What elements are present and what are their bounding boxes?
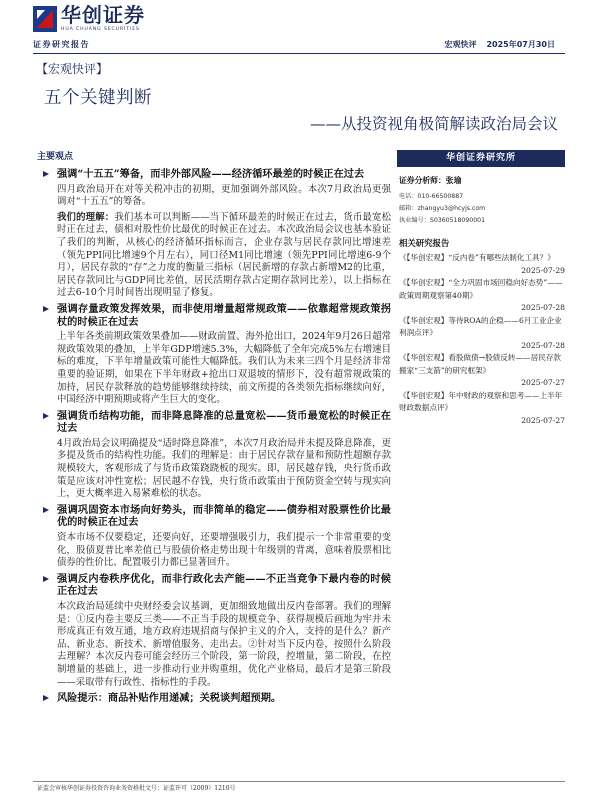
paragraph-lead: 我们的理解： — [57, 211, 115, 223]
risk-warning-item — [57, 692, 391, 705]
logo-english-text: HUA CHUANG SECURITIES — [61, 27, 140, 32]
page-title: 五个关键判断 — [44, 88, 152, 108]
main-point-paragraph: 四月政治局开在对等关税冲击的初期，更加强调外部风险。本次7月政治局更强调对“十五五”的筹备。 — [57, 183, 391, 208]
analyst-email: 邮箱：zhangyu3@hcyjs.com — [399, 205, 486, 212]
logo-text: 华创证券 — [61, 3, 145, 27]
main-point-item — [57, 504, 391, 570]
title-tag: 【宏观快评】 — [36, 62, 109, 76]
analyst-name: 证券分析师：张瑜 — [399, 176, 462, 185]
main-point-item — [57, 168, 391, 300]
bullet-arrow-icon — [43, 507, 49, 513]
main-point-paragraph: 本次政治局延续中央财经委会议基调，更加细致地做出反内卷部署。我们的理解是：①反内卷主要反三类——不正当手段的规模竞争、获得规模后画地为牢并未形成真正有效互通，地方政府违规招商与保护主义的介入，支持的是什么？新产品、新业态、新技术、新增值服务、走出去。②针对当下反内卷，按照什么阶段去理解？本次反内卷可能会经历三个阶段，第一阶段，控增量，第二阶段，在控制增量的基础上，进一步推动行业并购重组，优化产业格局，最后才是第三阶段——采取带有行政性、指标性的手段。 — [57, 601, 391, 688]
logo-icon — [33, 6, 57, 32]
main-point-item — [57, 410, 391, 501]
bullet-arrow-icon — [43, 576, 49, 582]
related-report-item — [399, 252, 565, 277]
related-report-date: 2025-07-28 — [521, 303, 565, 312]
main-points-list — [57, 168, 391, 708]
risk-warning: 风险提示：商品补贴作用递减；关税谈判超预期。 — [57, 692, 282, 705]
institute-banner: 华创证券研究所 — [397, 150, 565, 167]
analyst-license: 执业编号：S0360518090001 — [399, 217, 486, 224]
report-type-label: 证券研究报告 — [33, 40, 90, 49]
main-point-item — [57, 303, 391, 407]
related-report-item — [399, 315, 565, 353]
analyst-contact — [399, 191, 485, 227]
header-meta — [444, 40, 555, 50]
related-report-item — [399, 277, 565, 315]
related-report-item — [399, 390, 565, 428]
footer-license-text: 证监会审核华创证券投资咨询业务资格批文号：证监许可（2009）1210号 — [37, 785, 236, 792]
related-reports-list — [399, 252, 565, 427]
bullet-arrow-icon — [43, 413, 49, 419]
report-date: 2025年07月30日 — [486, 40, 555, 49]
related-report-date: 2025-07-29 — [521, 265, 565, 275]
related-report-title: 《【华创宏观】“反内卷”有哪些法制化工具？》 — [399, 253, 555, 262]
page-subtitle: ——从投资视角极简解读政治局会议 — [309, 115, 558, 133]
main-points-heading: 主要观点 — [37, 152, 74, 162]
related-reports-heading: 相关研究报告 — [399, 238, 450, 248]
bullet-arrow-icon — [43, 171, 49, 177]
related-report-item — [399, 352, 565, 390]
main-point-heading: 强调巩固资本市场向好势头，而非简单的稳定——债券相对股票性价比最优的时候正在过去 — [57, 503, 391, 529]
related-report-title: 《【华创宏观】“全力巩固市场回稳向好态势”——政策周期观察第40期》 — [399, 278, 563, 300]
main-point-heading: 强调反内卷秩序优化，而非行政化去产能——不正当竞争下最内卷的时候正在过去 — [57, 572, 391, 598]
header-divider — [33, 53, 565, 54]
main-point-heading: 强调存量政策发挥效果，而非使用增量超常规政策——依靠超常规政策拐杖的时候正在过去 — [57, 302, 391, 328]
analyst-phone: 电话：010-66500887 — [399, 193, 464, 200]
related-report-title: 《【华创宏观】等待ROA的企稳——6月工业企业利润点评》 — [399, 315, 562, 337]
bullet-arrow-icon — [43, 306, 49, 312]
report-category: 宏观快评 — [444, 40, 477, 49]
related-report-title: 《【华创宏观】看股做债→股债反转——居民存款搬家“三支箭”的研究框架》 — [399, 353, 562, 375]
related-report-title: 《【华创宏观】年中财政的观察和思考——上半年财政数据点评》 — [399, 390, 563, 412]
paragraph-text: 我们基本可以判断——当下循环最差的时候正在过去，货币最宽松时正在过去，债相对股性价比最优的时候正在过去。本次政治局会议也基本验证了我们的判断，从核心的经济循环指标而言，企业存款与居民存款同比增速差（领先PPI同比增速9个月左右），同口径M1同比增速（领先PPI同比增速6-9个月），居民存款的“存”之力度的衡量三指标（居民新增的存款占新增M2的比重，居民存款同比与GDP同比差值，居民活期存款占定期存款同比差），以上指标在过去6-10个月时间皆出现明显了修复。 — [57, 211, 391, 299]
main-point-heading: 强调货币结构功能，而非降息降准的总量宽松——货币最宽松的时候正在过去 — [57, 409, 391, 435]
bullet-arrow-icon — [43, 695, 49, 701]
related-report-date: 2025-07-27 — [521, 415, 565, 425]
main-point-paragraph: 上半年各类前期政策效果叠加——财政前置、海外抢出口，2024年9月26日超常规政策效果的叠加，上半年GDP增速5.3%，大幅降低了全年完成5%左右增速目标的难度，下半年增量政策可能性大幅降低。我们认为未来三四个月是经济非常重要的验证期，如果在下半年财政+抢出口双退坡的情形下，没有超常规政策的加持，居民存款释放的趋势能够继续持续，前文所提的各类领先指标继续向好，中国经济中期预期或将产生巨大的变化。 — [57, 331, 391, 406]
related-report-date: 2025-07-28 — [521, 340, 565, 350]
main-point-heading: 强调“十五五”筹备，而非外部风险——经济循环最差的时候正在过去 — [57, 168, 365, 180]
footer-divider — [33, 781, 565, 782]
main-point-paragraph: 资本市场不仅要稳定，还要向好，还要增强吸引力，我们提示一个非常重要的变化，股债夏普比率差值已与股债价格走势出现十年级别的背离，意味着股票相比债券的性价比、配置吸引力都已显著回升。 — [57, 532, 391, 569]
main-point-paragraph: 4月政治局会议明确提及“适时降息降准”，本次7月政治局并未提及降息降准，更多提及货币的结构性功能。我们的理解是：由于居民存款存量和预防性超额存款规模较大，客观形成了与货币政策跷跷板的现实。即，居民越存钱，央行货币政策是应该对冲性宽松；居民越不存钱，央行货币政策由于预防资金空转与现实向上，更大概率进入易紧难松的状态。 — [57, 437, 391, 500]
related-report-date: 2025-07-27 — [521, 378, 565, 387]
main-point-item — [57, 573, 391, 689]
main-point-paragraph — [57, 212, 391, 300]
